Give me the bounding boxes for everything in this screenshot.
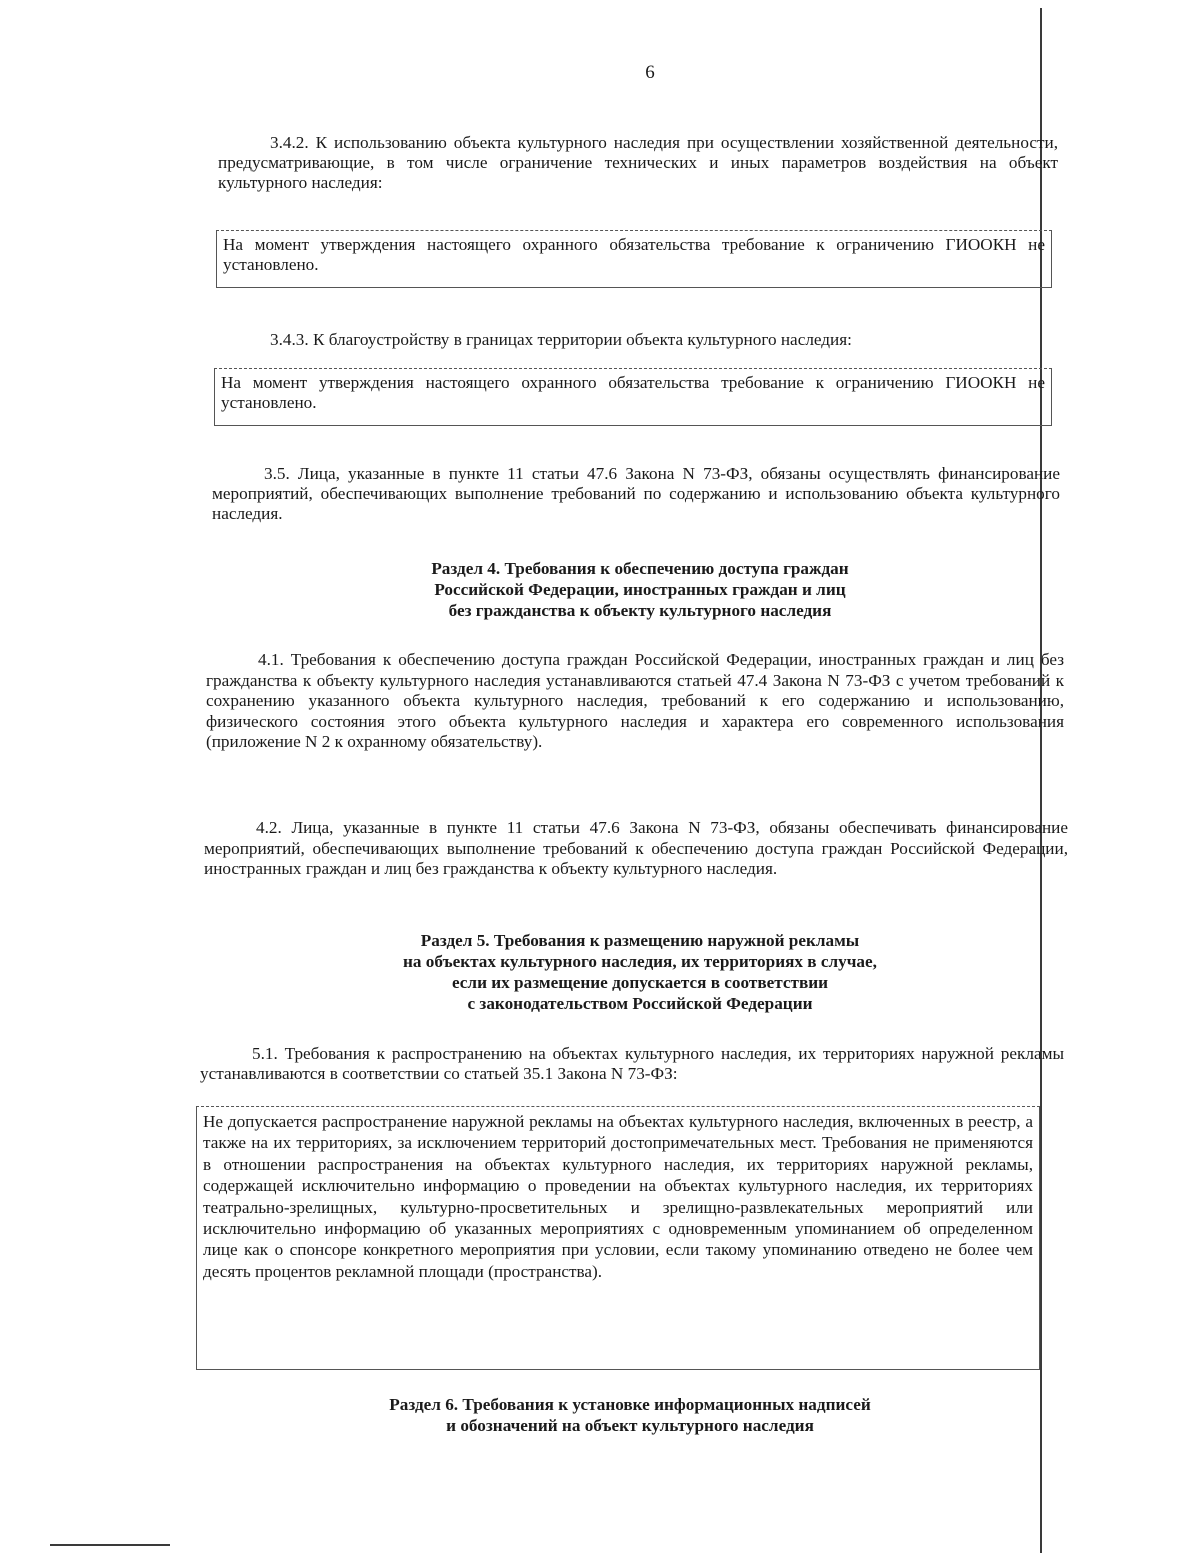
section-4-heading-line-3: без гражданства к объекту культурного наследия — [448, 601, 832, 620]
section-6-heading-line-1: Раздел 6. Требования к установке информационных надписей — [389, 1395, 871, 1414]
requirement-box-1: На момент утверждения настоящего охранного обязательства требование к ограничению ГИООКН не установлено. — [216, 230, 1052, 288]
paragraph-5-1: 5.1. Требования к распространению на объектах культурного наследия, их территориях наружной рекламы устанавливаются в соответствии со статьей 35.1 Закона N 73-ФЗ: — [200, 1044, 1064, 1083]
requirement-box-2: На момент утверждения настоящего охранного обязательства требование к ограничению ГИООКН не установлено. — [214, 368, 1052, 426]
paragraph-3-5: 3.5. Лица, указанные в пункте 11 статьи 47.6 Закона N 73-ФЗ, обязаны осуществлять финансирование мероприятий, обеспечивающих выполнение требований по содержанию и использованию объекта культурного наследия. — [212, 464, 1060, 523]
section-4-heading — [300, 558, 980, 621]
section-5-heading-line-2: на объектах культурного наследия, их территориях в случае, — [403, 952, 877, 971]
section-6-heading-line-2: и обозначений на объект культурного наследия — [446, 1416, 814, 1435]
section-4-heading-line-1: Раздел 4. Требования к обеспечению доступа граждан — [431, 559, 849, 578]
section-4-heading-line-2: Российской Федерации, иностранных граждан и лиц — [434, 580, 846, 599]
paragraph-3-4-2: 3.4.2. К использованию объекта культурного наследия при осуществлении хозяйственной деятельности, предусматривающие, в том числе ограничение технических и иных параметров воздействия на объект культурного наследия: — [218, 133, 1058, 192]
section-6-heading — [290, 1394, 970, 1436]
page-number: 6 — [645, 62, 655, 83]
paragraph-3-4-3: 3.4.3. К благоустройству в границах территории объекта культурного наследия: — [270, 330, 852, 349]
paragraph-4-1: 4.1. Требования к обеспечению доступа граждан Российской Федерации, иностранных граждан и лиц без гражданства к объекту культурного наследия устанавливаются статьей 47.4 Закона N 73-ФЗ с учетом требований к сохранению указанного объекта культурного наследия, требований к его содержанию и использованию, физического состояния этого объекта культурного наследия и характера его современного использования (приложение N 2 к охранному обязательству). — [206, 650, 1064, 751]
section-5-heading-line-4: с законодательством Российской Федерации — [467, 994, 813, 1013]
requirement-box-3: Не допускается распространение наружной рекламы на объектах культурного наследия, включенных в реестр, а также на их территориях, за исключением территорий достопримечательных мест. Требования не применяются в отношении распространения на объектах культурного наследия, их территориях наружной рекламы, содержащей исключительно информацию о проведении на объектах культурного наследия, их территориях театрально-зрелищных, культурно-просветительных и зрелищно-развлекательных мероприятий или исключительно информацию об указанных мероприятиях с одновременным упоминанием об определенном лице как о спонсоре конкретного мероприятия при условии, если такому упоминанию отведено не более чем десять процентов рекламной площади (пространства). — [196, 1106, 1040, 1370]
paragraph-4-2: 4.2. Лица, указанные в пункте 11 статьи 47.6 Закона N 73-ФЗ, обязаны обеспечивать финансирование мероприятий, обеспечивающих выполнение требований к обеспечению доступа граждан Российской Федерации, иностранных граждан и лиц без гражданства к объекту культурного наследия. — [204, 818, 1068, 878]
scan-footnote-line — [50, 1544, 170, 1546]
section-5-heading-line-3: если их размещение допускается в соответствии — [451, 973, 829, 992]
section-5-heading-line-1: Раздел 5. Требования к размещению наружной рекламы — [420, 931, 860, 950]
section-5-heading — [290, 930, 990, 1014]
